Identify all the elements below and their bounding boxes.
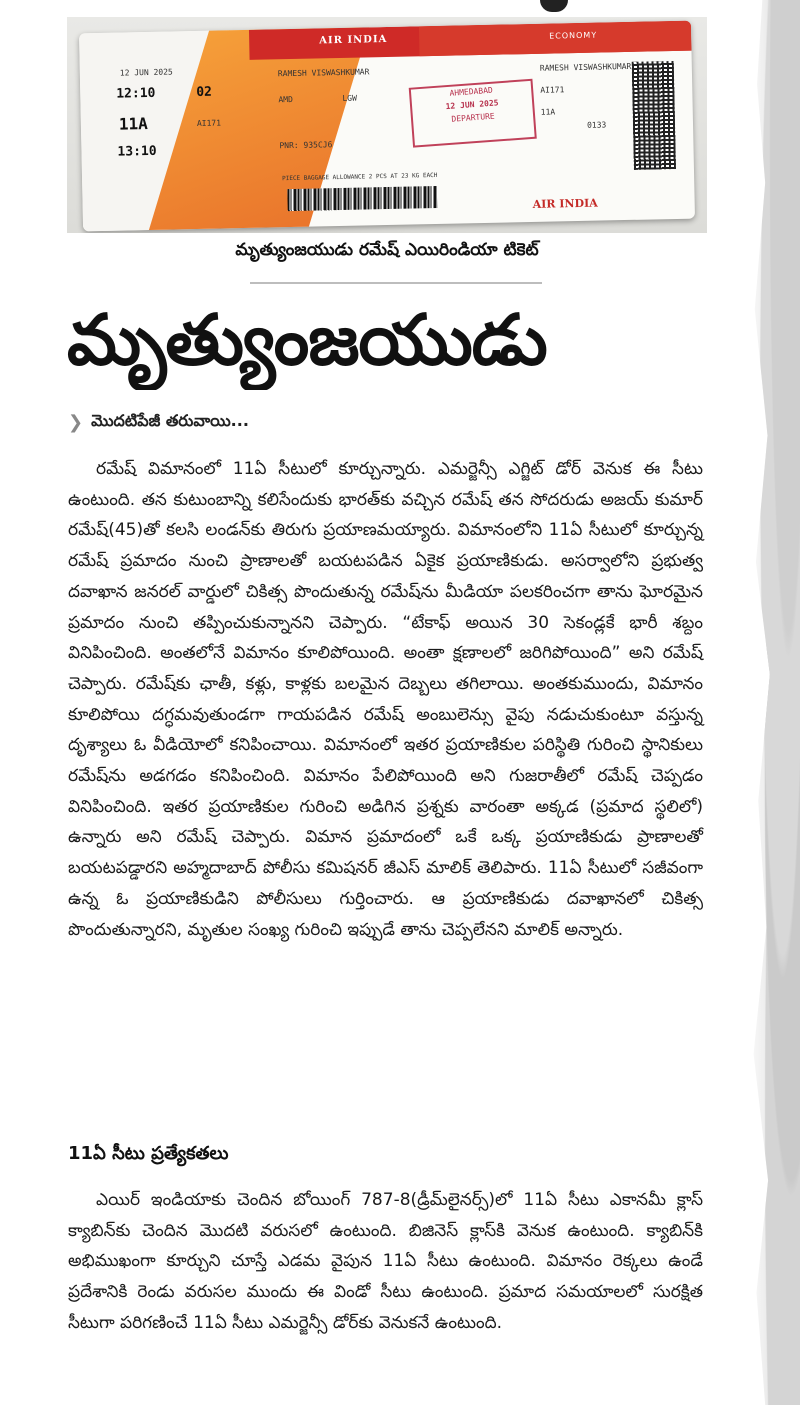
airline-logo-text: AIR INDIA [319,33,388,47]
subheading: 11ఏ సీటు ప్రత్యేకతలు [68,1143,229,1164]
pnr: PNR: 935CJ6 [279,140,333,151]
seat-number: 11A [118,114,149,134]
headline: మృత్యుంజయుడు [67,299,547,381]
seat-number-stub: 11A [540,107,556,117]
baggage-allowance: PIECE BAGGAGE ALLOWANCE 2 PCS AT 23 KG EACH [282,171,438,183]
continued-marker [68,410,249,434]
boarding-time: 12:10 [116,85,156,102]
continued-label: మొదటిపేజీ తరువాయి... [91,410,249,430]
boarding-pass [79,21,695,232]
article-paragraph-2: ఎయిర్ ఇండియాకు చెందిన బోయింగ్ 787-8(డ్రీమ్‌లైనర్స్)లో 11ఏ సీటు ఎకానమీ క్లాస్ క్యాబిన్‌కు చెందిన మొదటి వరుసలో ఉంటుంది. బిజినెస్ క్లాస్‌కి వెనుక ఉంటుంది. క్యాబిన్‌కి అభిముఖంగా కూర్చుని చూస్తే ఎడమ వైపున 11ఏ సీటు ఉంటుంది. విమానం రెక్కలు ఉండే ప్రదేశానికి రెండు వరుసల ముందు ఈ విండో సీటు ఉంటుంది. ప్రమాద సమయాలలో సురక్షిత సీటుగా పరిగణించే 11ఏ సీటు ఎమర్జెన్సీ డోర్‌కు వెనుకనే ఉంటుంది. [68,1190,703,1333]
destination-code: LGW [342,93,357,103]
stamp-line-1: AHMEDABAD [449,85,494,98]
photo-caption: మృత్యుంజయుడు రమేష్ ఎయిరిండియా టికెట్ [235,240,539,260]
top-ink-blot [540,0,568,12]
flight-number-stub: AI171 [540,85,565,95]
chevron-right-icon: ❯ [68,411,84,433]
passenger-name: RAMESH VISWASHKUMAR [277,67,370,79]
ticket-date: 12 JUN 2025 [119,67,173,78]
stamp-line-3: DEPARTURE [451,111,496,124]
torn-paper-edge [742,0,800,1405]
sequence-number: 0133 [586,120,607,130]
article-paragraph-1: రమేష్ విమానంలో 11ఏ సీటులో కూర్చున్నారు. ఎమర్జెన్సీ ఎగ్జిట్ డోర్ వెనుక ఈ సీటు ఉంటుంది. తన కుటుంబాన్ని కలిసేందుకు భారత్‌కు వచ్చిన రమేష్ తన సోదరుడు అజయ్ కుమార్ రమేష్(45)తో కలసి లండన్‌కు తిరుగు ప్రయాణమయ్యారు. విమానంలోని 11ఏ సీటులో కూర్చున్న రమేష్ ప్రమాదం నుంచి ప్రాణాలతో బయటపడిన ఏకైక ప్రయాణికుడు. అసర్వాలోని ప్రభుత్వ దవాఖాన జనరల్ వార్డులో చికిత్స పొందుతున్న రమేష్‌ను మీడియా పలకరించగా తాను ఘోరమైన ప్రమాదం నుంచి తప్పించుకున్నానని చెప్పారు. “టేకాఫ్ అయిన 30 సెకండ్లకే భారీ శబ్దం వినిపించింది. అంతలోనే విమానం కూలిపోయింది. అంతా క్షణాలలో జరిగిపోయింది” అని రమేష్ చెప్పారు. రమేష్‌కు ఛాతీ, కళ్లు, కాళ్లకు బలమైన దెబ్బలు తగిలాయి. అంతకుముందు, విమానం కూలిపోయి దగ్ధమవుతుండగా గాయపడిన రమేష్ అంబులెన్సు వైపు నడుచుకుంటూ వస్తున్న దృశ్యాలు ఓ వీడియోలో కనిపించాయి. విమానంలో ఇతర ప్రయాణికుల పరిస్థితి గురించి స్థానికులు రమేష్‌ను అడగడం కనిపించింది. విమానం పేలిపోయింది అని గుజరాతీలో రమేష్ చెప్పడం వినిపించింది. ఇతర ప్రయాణికుల గురించి అడిగిన ప్రశ్నకు వారంతా అక్కడ (ప్రమాద స్థలిలో) ఉన్నారు అని రమేష్ చెప్పారు. విమాన ప్రమాదంలో ఒకే ఒక్క ప్రయాణికుడు ప్రాణాలతో బయటపడ్డారని అహ్మదాబాద్ పోలీసు కమిషనర్ జీఎస్ మాలిక్ తెలిపారు. 11ఏ సీటులో సజీవంగా ఉన్న ఓ ప్రయాణికుడిని పోలీసులు గుర్తించారు. ఆ ప్రయాణికుడు దవాఖానలో చికిత్స పొందుతున్నారని, మృతుల సంఖ్య గురించి ఇప్పుడే తాను చెప్పలేనని మాలిక్ అన్నారు. [68,459,704,940]
departure-stamp [409,79,537,148]
caption-divider [250,282,542,284]
airline-logo-bottom: AIR INDIA [532,196,598,211]
origin-code: AMD [278,94,293,105]
stamp-date: 12 JUN 2025 [445,98,499,112]
passenger-name-stub: RAMESH VISWASHKUMAR [539,61,632,73]
gate-number: 02 [196,84,213,100]
ticket-photo [67,17,707,233]
flight-number: AI171 [196,118,222,128]
departure-time: 13:10 [117,143,157,160]
barcode-icon [287,186,437,211]
qr-code-icon [632,61,676,170]
cabin-class: ECONOMY [549,30,598,41]
